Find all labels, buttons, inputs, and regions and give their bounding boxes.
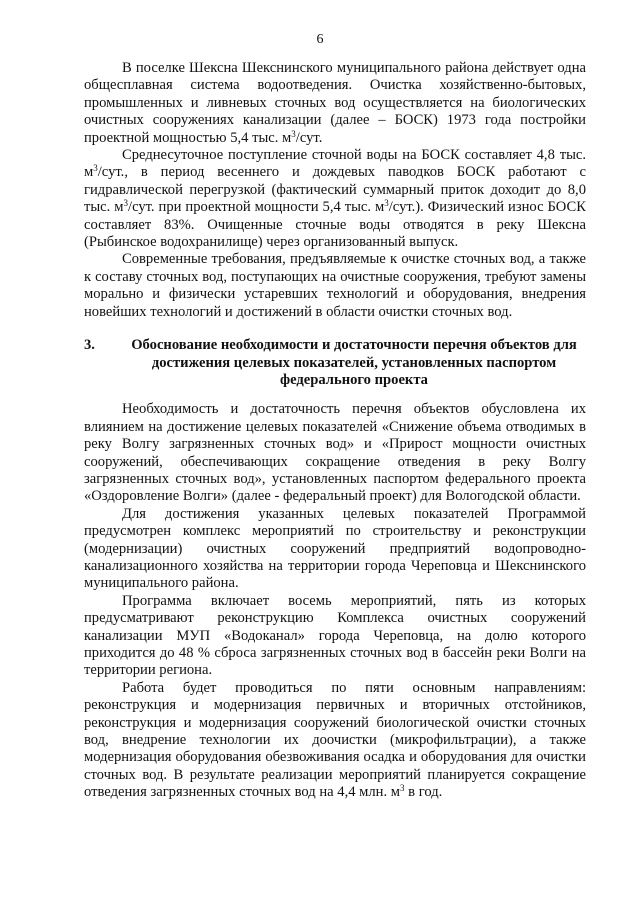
paragraph-program-includes [84,593,586,680]
text-run: /сут.). Физический износ БОСК составляет 83%. Очищенные сточные воды отводятся в реку Шексна (Рыбинское водохранилище) через организованный выпуск. [84,199,586,251]
text-run: Работа будет проводиться по пяти основным направлениям: реконструкция и модернизация первичных и вторичных отстойников, реконструкция и модернизация сооружений биологической очистки сточных вод, внедрение технологии их доочистки (микрофильтрации), а также модернизация оборудования обезвоживания осадка и оборудования для очистки сточных вод. В результате реализации мероприятий планируется сокращение отведения загрязненных сточных вод на 4,4 млн. м [84,679,586,801]
text-run: /сут. [295,129,323,146]
text-run: /сут., в период весеннего и дождевых паводков БОСК работают с гидравлической перегрузкой (фактический суммарный приток доходит до 8,0 тыс. м [84,164,586,216]
text-run: Среднесуточное поступление сточной воды на БОСК составляет 4,8 тыс. м [84,147,586,181]
superscript: 3 [291,128,296,139]
paragraph-work-directions [84,680,586,802]
paragraph-necessity [84,401,586,505]
paragraph-sheksna-system [84,60,586,147]
superscript: 3 [384,198,389,209]
paragraph-modern-requirements [84,251,586,321]
text-run: Программа включает восемь мероприятий, пять из которых предусматривают реконструкцию Комплекса очистных сооружений канализации МУП «Водоканал» города Череповца, на долю которого приходится до 48 % сброса загрязненных сточных вод в бассейн реки Волги на территории региона. [84,592,586,679]
page-number: 6 [316,32,324,47]
paragraph-measures-complex [84,506,586,593]
text-run: Для достижения указанных целевых показателей Программой предусмотрен комплекс мероприятий по строительству и реконструкции (модернизации) очистных сооружений предприятий водопроводно-канализационного хозяйства на территории города Череповца и Шекснинского муниципального района. [84,505,586,592]
text-run: В поселке Шексна Шекснинского муниципального района действует одна общесплавная система водоотведения. Очистка хозяйственно-бытовых, промышленных и ливневых сточных вод осуществляется на биологических очистных сооружениях канализации (далее – БОСК) 1973 года постройки проектной мощностью 5,4 тыс. м [84,60,586,146]
text-run: Необходимость и достаточность перечня объектов обусловлена их влиянием на достижение целевых показателей «Снижение объема отводимых в реку Волгу загрязненных сточных вод» и «Прирост мощности очистных сооружений, обеспечивающих сокращение отведения в реку Волгу загрязненных сточных вод», установленных паспортом федерального проекта «Оздоровление Волги» (далее - федеральный проект) для Вологодской области. [84,401,586,505]
section-heading [84,337,586,389]
paragraph-bosk-inflow [84,147,586,251]
text-run: /сут. при проектной мощности 5,4 тыс. м [128,199,385,216]
superscript: 3 [123,198,129,209]
section-number: 3. [84,337,95,354]
text-run: в год. [404,784,443,801]
document-body [84,60,586,802]
text-run: Современные требования, предъявляемые к очистке сточных вод, а также к составу сточных вод, поступающих на очистные сооружения, требуют замены морально и физически устаревших технологий и оборудования, внедрения новейших технологий и достижений в области очистки сточных вод. [84,251,586,320]
superscript: 3 [400,783,405,794]
section-title: Обоснование необходимости и достаточности перечня объектов для достижения целевых показателей, установленных паспортом федерального проекта [131,337,577,388]
superscript: 3 [93,163,98,174]
